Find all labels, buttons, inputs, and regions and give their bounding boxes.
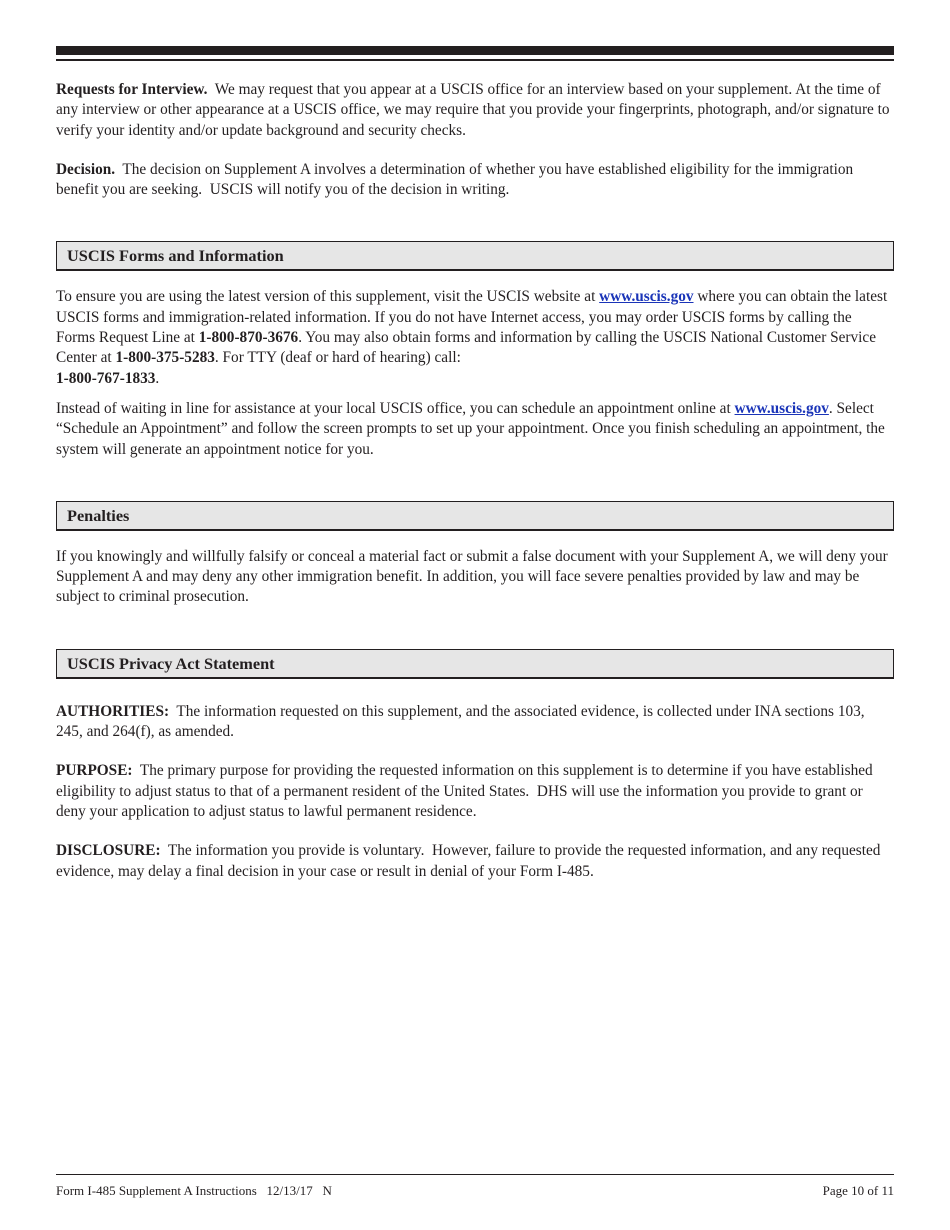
authorities-paragraph [56,702,894,743]
footer-rule [56,1174,894,1175]
forms-info-text: . Select “Schedule an Appointment” and follow the screen prompts to set up your appointment. Once you finish scheduling an appointment, the system will generate an appointment notice for you. [56,399,885,458]
purpose-text: The primary purpose for providing the requested information on this supplement is to determine if you have established eligibility to adjust status to that of a permanent resident of the United States. DHS will use the information you provide to grant or deny your application to adjust status to lawful permanent residence. [56,762,877,820]
forms-info-text: . [155,369,160,387]
page-content [56,80,894,882]
tty-phone: 1-800-767-1833 [56,369,156,387]
decision-paragraph [56,160,894,201]
forms-info-paragraph-1 [56,287,894,388]
forms-info-text: . You may also obtain forms and information by calling the USCIS National Customer Service Center at [56,329,876,367]
footer-page-number: Page 10 of 11 [822,1183,894,1198]
section-header-forms-info: USCIS Forms and Information [56,241,894,271]
customer-service-phone: 1-800-375-5283 [115,349,215,367]
disclosure-heading: DISCLOSURE: [56,842,161,860]
forms-info-text: where you can obtain the latest USCIS forms and immigration-related information. If you do not have Internet access, you may order USCIS forms by calling the Forms Request Line at [56,288,888,347]
section-header-penalties: Penalties [56,501,894,531]
forms-request-phone: 1-800-870-3676 [198,329,299,347]
section-header-privacy: USCIS Privacy Act Statement [56,649,894,679]
interview-paragraph [56,80,894,141]
authorities-text: The information requested on this supplement, and the associated evidence, is collected under INA sections 103, 245, and 264(f), as amended. [56,702,869,741]
uscis-website-link-2[interactable]: www.uscis.gov [734,399,829,417]
forms-info-text: To ensure you are using the latest version of this supplement, visit the USCIS website at [56,288,600,306]
authorities-heading: AUTHORITIES: [56,702,170,720]
interview-text: We may request that you appear at a USCIS office for an interview based on your supplement. At the time of any interview or other appearance at a USCIS office, we may require that you provide your fingerprints, photograph, and/or signature to verify your identity and/or update background and security checks. [56,81,894,139]
disclosure-paragraph [56,841,894,882]
top-rule-thick [56,46,894,55]
decision-heading: Decision. [56,160,116,178]
uscis-website-link[interactable]: www.uscis.gov [599,288,694,306]
purpose-heading: PURPOSE: [56,762,133,780]
forms-info-text: Instead of waiting in line for assistance at your local USCIS office, you can schedule an appointment online at [56,399,735,417]
penalties-paragraph: If you knowingly and willfully falsify or conceal a material fact or submit a false document with your Supplement A, we will deny your Supplement A and may deny any other immigration benefit. In addition, you will face severe penalties provided by law and may be subject to criminal prosecution. [56,547,888,606]
purpose-paragraph [56,761,894,822]
footer-form-id: Form I-485 Supplement A Instructions 12/13/17 N [56,1183,332,1198]
top-rule-thin [56,59,894,61]
interview-heading: Requests for Interview. [56,81,208,98]
decision-text: The decision on Supplement A involves a determination of whether you have established eligibility for the immigration benefit you are seeking. USCIS will notify you of the decision in writing. [56,160,857,199]
forms-info-paragraph-2 [56,399,894,460]
disclosure-text: The information you provide is voluntary. However, failure to provide the requested information, and any requested evidence, may delay a final decision in your case or result in denial of your Form I-485. [56,842,885,880]
forms-info-text: . For TTY (deaf or hard of hearing) call: [214,349,461,367]
